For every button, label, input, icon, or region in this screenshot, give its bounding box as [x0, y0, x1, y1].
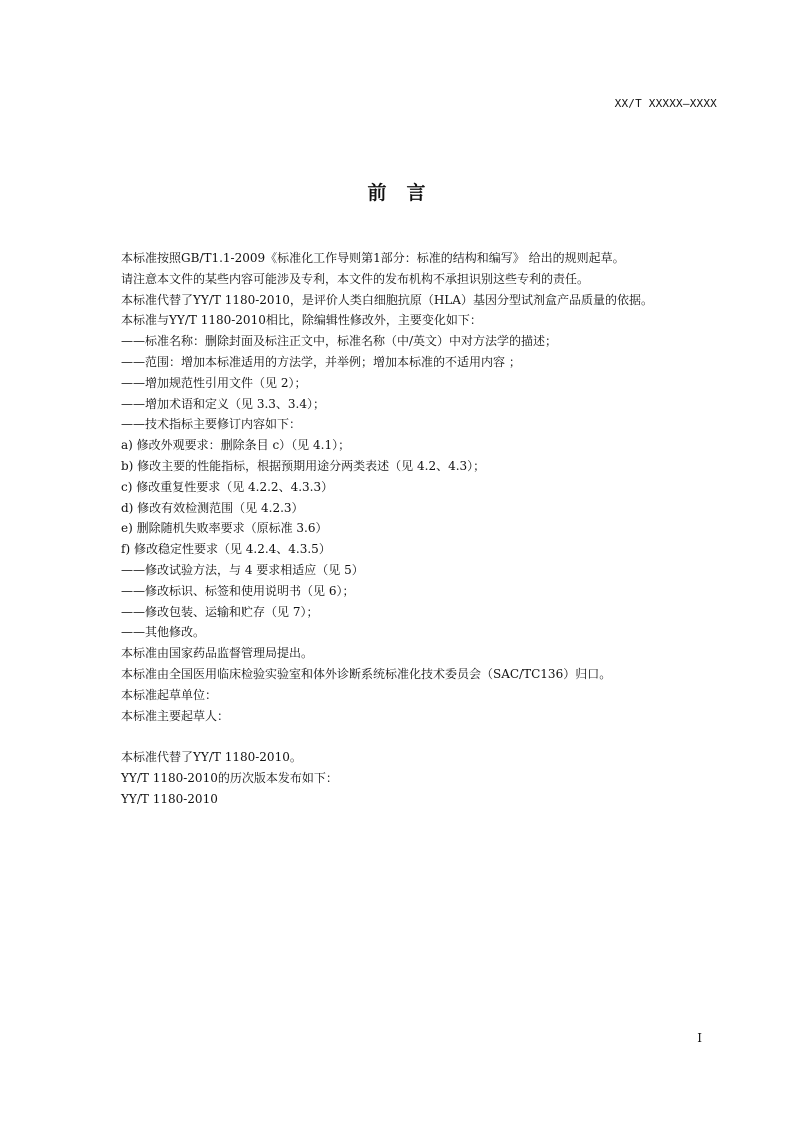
document-code: XX/T XXXXX—XXXX — [614, 97, 717, 110]
change-item: ——修改标识、标签和使用说明书（见 6）； — [121, 583, 355, 598]
change-item: ——标准名称：删除封面及标注正文中，标准名称（中/英文）中对方法学的描述； — [121, 334, 558, 349]
paragraph-proposed-by: 本标准由国家药品监督管理局提出。 — [121, 646, 314, 661]
change-item: ——修改试验方法，与 4 要求相适应（见 5） — [121, 562, 364, 577]
sub-change-item: c) 修改重复性要求（见 4.2.2、4.3.3） — [121, 479, 334, 494]
blank-line — [121, 726, 721, 747]
paragraph-patent-notice: 请注意本文件的某些内容可能涉及专利，本文件的发布机构不承担识别这些专利的责任。 — [121, 271, 590, 286]
change-item: ——范围：增加本标准适用的方法学，并举例；增加本标准的不适用内容 ； — [121, 354, 521, 369]
history-line: YY/T 1180-2010 — [121, 791, 218, 806]
change-item: ——技术指标主要修订内容如下： — [121, 417, 302, 432]
sub-change-item: b) 修改主要的性能指标，根据预期用途分两类表述（见 4.2、4.3）； — [121, 458, 486, 473]
page-number: I — [697, 1031, 702, 1045]
paragraph-drafting-units: 本标准起草单位： — [121, 687, 218, 702]
sub-change-item: d) 修改有效检测范围（见 4.2.3） — [121, 500, 304, 515]
change-item: ——修改包装、运输和贮存（见 7）； — [121, 604, 319, 619]
paragraph-drafting-rules: 本标准按照GB/T1.1-2009《标准化工作导则第1部分：标准的结构和编写》 给出的规则起草。 — [121, 251, 625, 265]
change-item: ——增加术语和定义（见 3.3、3.4）； — [121, 396, 325, 411]
sub-change-item: e) 删除随机失败率要求（原标准 3.6） — [121, 521, 328, 536]
paragraph-replaces: 本标准代替了YY/T 1180-2010，是评价人类白细胞抗原（HLA）基因分型试剂盒产品质量的依据。 — [121, 292, 653, 307]
sub-change-item: a) 修改外观要求：删除条目 c）（见 4.1）； — [121, 438, 351, 453]
paragraph-under-jurisdiction: 本标准由全国医用临床检验实验室和体外诊断系统标准化技术委员会（SAC/TC136）归口。 — [121, 666, 612, 681]
history-line: YY/T 1180-2010的历次版本发布如下： — [121, 770, 338, 785]
change-item: ——其他修改。 — [121, 625, 206, 640]
page-title: 前言 — [367, 182, 446, 204]
sub-change-item: f) 修改稳定性要求（见 4.2.4、4.3.5） — [121, 542, 331, 557]
foreword-body — [121, 248, 721, 810]
paragraph-changes-intro: 本标准与YY/T 1180-2010相比，除编辑性修改外，主要变化如下： — [121, 313, 482, 328]
paragraph-drafters: 本标准主要起草人： — [121, 708, 230, 723]
change-item: ——增加规范性引用文件（见 2）； — [121, 375, 307, 390]
history-line: 本标准代替了YY/T 1180-2010。 — [121, 750, 302, 765]
